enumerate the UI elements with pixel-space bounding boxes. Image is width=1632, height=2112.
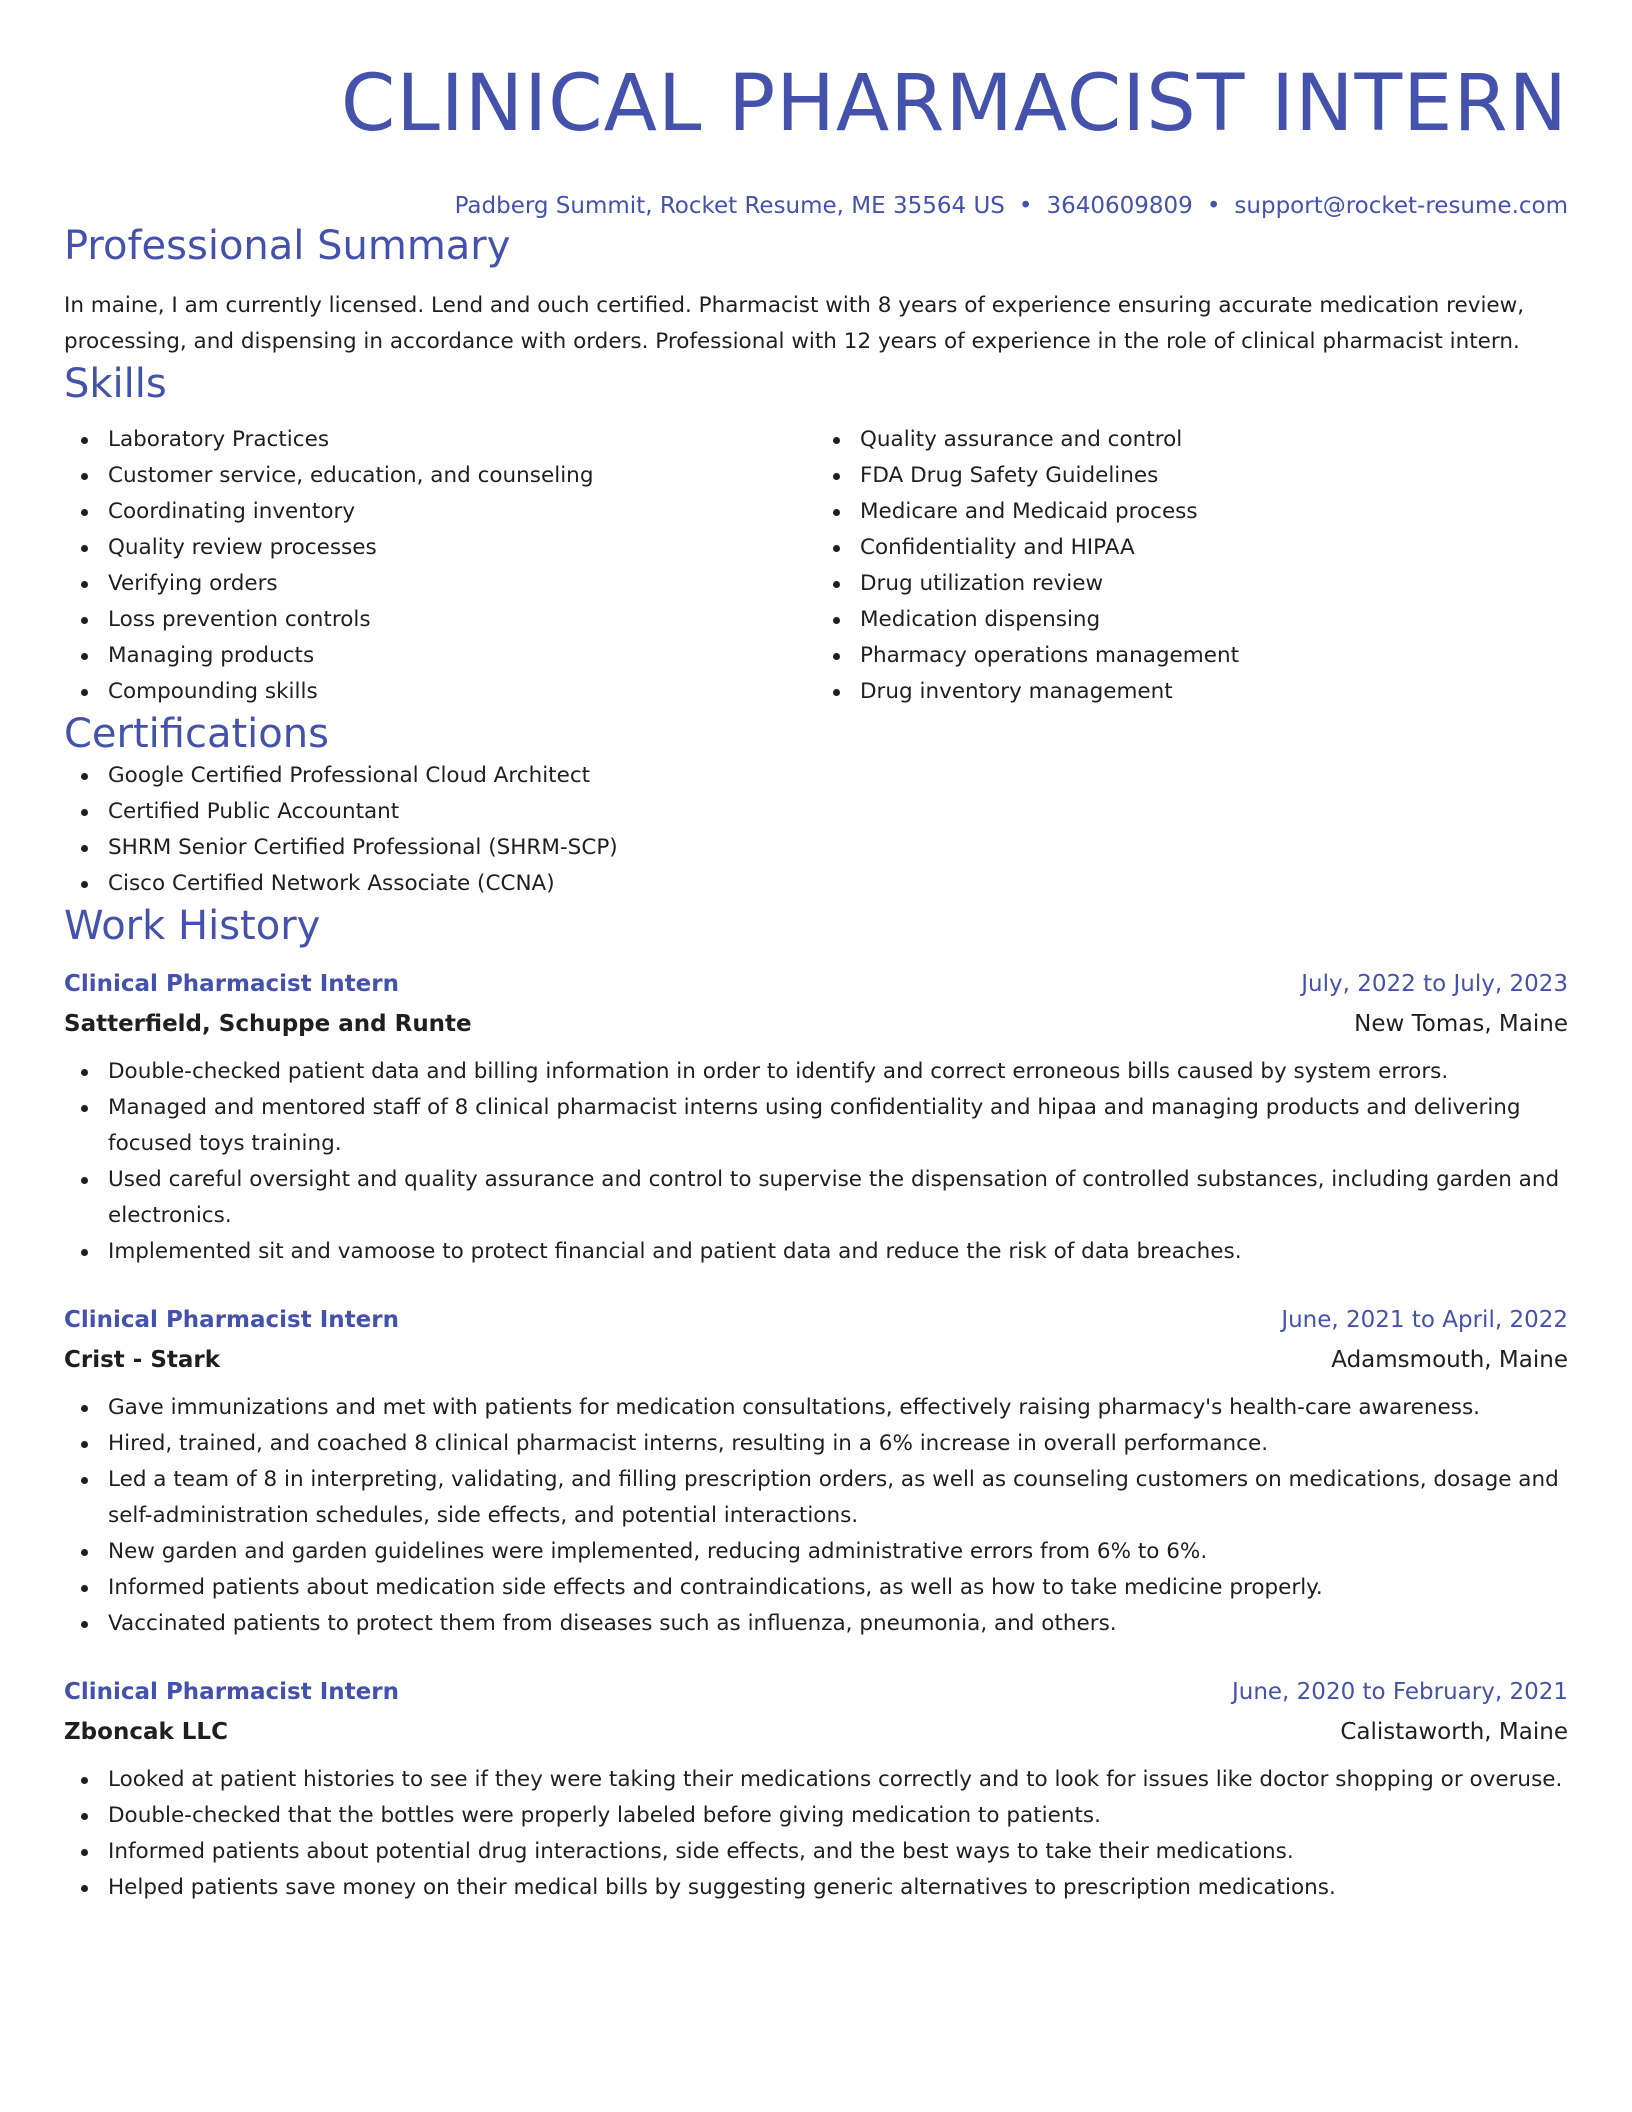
job-location: New Tomas, Maine xyxy=(1354,1011,1568,1037)
certification-item: Google Certified Professional Cloud Architect xyxy=(108,758,1568,794)
skill-item: Pharmacy operations management xyxy=(860,638,1568,674)
company-name: Zboncak LLC xyxy=(64,1719,228,1745)
email-link[interactable]: support@rocket-resume.com xyxy=(1234,193,1568,219)
job-bullet: Double-checked patient data and billing information in order to identify and correct erroneous bills caused by system errors. xyxy=(108,1054,1568,1090)
job-bullet: Double-checked that the bottles were properly labeled before giving medication to patients. xyxy=(108,1798,1568,1834)
skill-item: Confidentiality and HIPAA xyxy=(860,530,1568,566)
job-entry xyxy=(64,964,1568,1270)
certifications-list xyxy=(64,758,1568,902)
job-bullet: Informed patients about medication side effects and contraindications, as well as how to take medicine properly. xyxy=(108,1570,1568,1606)
phone-text: 3640609809 xyxy=(1046,193,1193,219)
skill-item: Compounding skills xyxy=(108,674,816,710)
resume-header xyxy=(64,56,1568,222)
certification-item: Certified Public Accountant xyxy=(108,794,1568,830)
job-title-row xyxy=(64,964,1568,1004)
skill-item: Drug utilization review xyxy=(860,566,1568,602)
job-bullets xyxy=(64,1054,1568,1270)
skills-heading: Skills xyxy=(64,361,167,407)
job-entry xyxy=(64,1300,1568,1642)
skill-item: Managing products xyxy=(108,638,816,674)
skills-columns xyxy=(64,422,1568,710)
job-bullet: Informed patients about potential drug interactions, side effects, and the best ways to take their medications. xyxy=(108,1834,1568,1870)
job-company-row xyxy=(64,1712,1568,1752)
summary-heading: Professional Summary xyxy=(64,223,511,269)
skills-list-right xyxy=(816,422,1568,710)
job-dates: June, 2020 to February, 2021 xyxy=(1231,1679,1568,1705)
job-title: Clinical Pharmacist Intern xyxy=(64,971,399,997)
skill-item: Customer service, education, and counseling xyxy=(108,458,816,494)
job-location: Adamsmouth, Maine xyxy=(1331,1347,1568,1373)
summary-text: In maine, I am currently licensed. Lend and ouch certified. Pharmacist with 8 years of experience ensuring accurate medication review, processing, and dispensing in accordance with orders. Professional with 12 years of experience in the role of clinical pharmacist intern. xyxy=(64,293,1525,354)
job-location: Calistaworth, Maine xyxy=(1340,1719,1568,1745)
job-bullet: Vaccinated patients to protect them from diseases such as influenza, pneumonia, and others. xyxy=(108,1606,1568,1642)
job-bullet: New garden and garden guidelines were implemented, reducing administrative errors from 6% to 6%. xyxy=(108,1534,1568,1570)
job-title-row xyxy=(64,1300,1568,1340)
company-name: Crist - Stark xyxy=(64,1347,221,1373)
job-bullet: Used careful oversight and quality assurance and control to supervise the dispensation of controlled substances, including garden and electronics. xyxy=(108,1162,1568,1234)
skill-item: Coordinating inventory xyxy=(108,494,816,530)
job-dates: July, 2022 to July, 2023 xyxy=(1301,971,1568,997)
skill-item: Verifying orders xyxy=(108,566,816,602)
skill-item: FDA Drug Safety Guidelines xyxy=(860,458,1568,494)
job-bullet: Looked at patient histories to see if they were taking their medications correctly and to look for issues like doctor shopping or overuse. xyxy=(108,1762,1568,1798)
certification-item: SHRM Senior Certified Professional (SHRM-SCP) xyxy=(108,830,1568,866)
job-title: Clinical Pharmacist Intern xyxy=(64,1307,399,1333)
candidate-title: CLINICAL PHARMACIST INTERN xyxy=(340,59,1568,149)
address-text: Padberg Summit, Rocket Resume, ME 35564 US xyxy=(454,193,1005,219)
job-title: Clinical Pharmacist Intern xyxy=(64,1679,399,1705)
job-bullets xyxy=(64,1390,1568,1642)
skill-item: Laboratory Practices xyxy=(108,422,816,458)
separator-dot: • xyxy=(1018,193,1033,219)
skill-item: Loss prevention controls xyxy=(108,602,816,638)
contact-line xyxy=(64,190,1568,222)
job-company-row xyxy=(64,1004,1568,1044)
job-title-row xyxy=(64,1672,1568,1712)
skills-list-left xyxy=(64,422,816,710)
skill-item: Quality review processes xyxy=(108,530,816,566)
skill-item: Medication dispensing xyxy=(860,602,1568,638)
job-bullet: Led a team of 8 in interpreting, validating, and filling prescription orders, as well as counseling customers on medications, dosage and self-administration schedules, side effects, and potential interactions. xyxy=(108,1462,1568,1534)
job-dates: June, 2021 to April, 2022 xyxy=(1281,1307,1568,1333)
job-bullets xyxy=(64,1762,1568,1906)
job-bullet: Managed and mentored staff of 8 clinical pharmacist interns using confidentiality and hipaa and managing products and delivering focused toys training. xyxy=(108,1090,1568,1162)
certifications-heading: Certifications xyxy=(64,711,329,757)
separator-dot: • xyxy=(1206,193,1221,219)
certification-item: Cisco Certified Network Associate (CCNA) xyxy=(108,866,1568,902)
company-name: Satterfield, Schuppe and Runte xyxy=(64,1011,472,1037)
skill-item: Medicare and Medicaid process xyxy=(860,494,1568,530)
job-company-row xyxy=(64,1340,1568,1380)
job-entry xyxy=(64,1672,1568,1906)
skill-item: Drug inventory management xyxy=(860,674,1568,710)
skill-item: Quality assurance and control xyxy=(860,422,1568,458)
job-bullet: Helped patients save money on their medical bills by suggesting generic alternatives to prescription medications. xyxy=(108,1870,1568,1906)
job-bullet: Gave immunizations and met with patients for medication consultations, effectively raising pharmacy's health-care awareness. xyxy=(108,1390,1568,1426)
work-history-heading: Work History xyxy=(64,903,321,949)
job-bullet: Implemented sit and vamoose to protect financial and patient data and reduce the risk of data breaches. xyxy=(108,1234,1568,1270)
job-bullet: Hired, trained, and coached 8 clinical pharmacist interns, resulting in a 6% increase in overall performance. xyxy=(108,1426,1568,1462)
